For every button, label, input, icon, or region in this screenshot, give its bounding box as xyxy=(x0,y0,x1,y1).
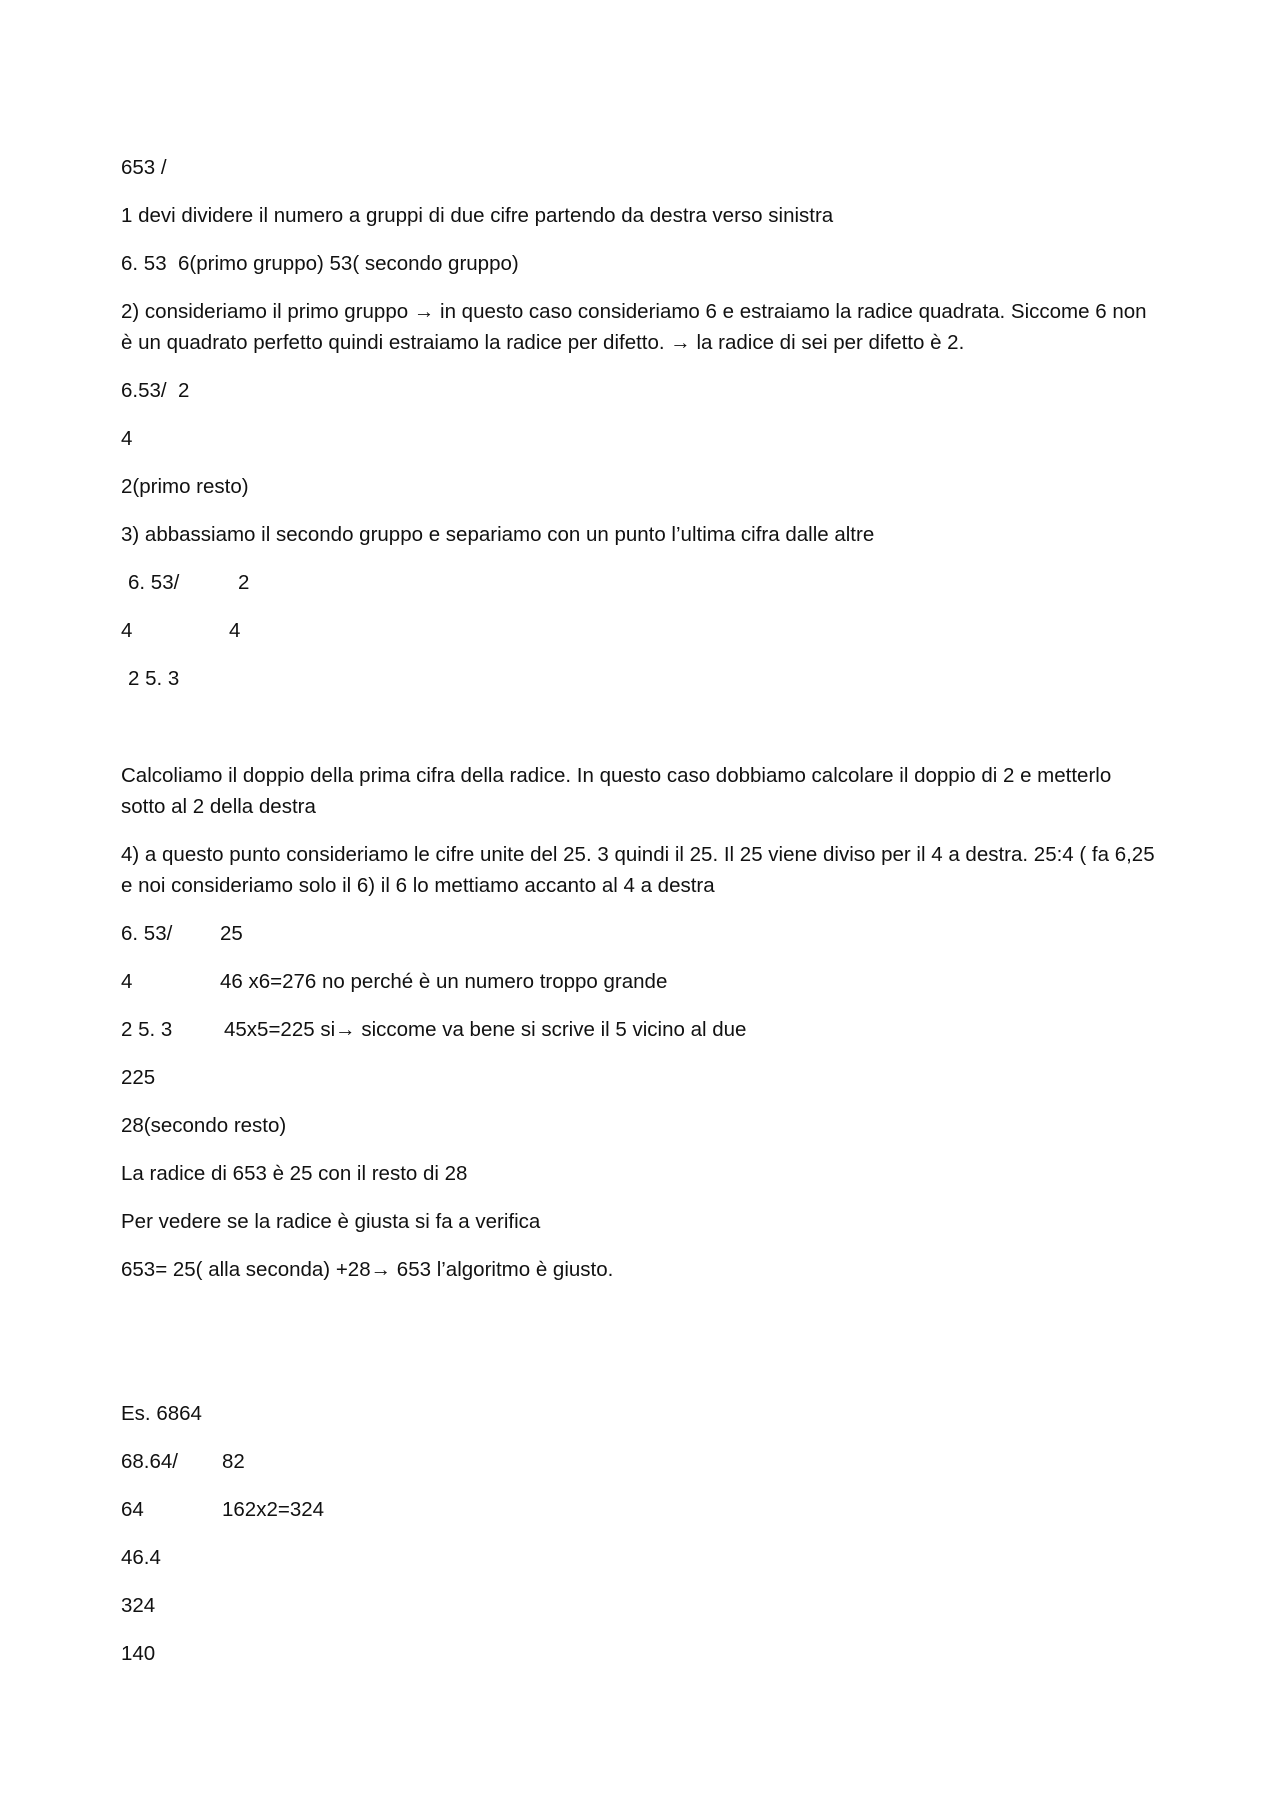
calc-right: 46 x6=276 no perché è un numero troppo grande xyxy=(220,970,668,993)
text-line: 4 xyxy=(121,427,133,450)
spacer xyxy=(121,711,1161,760)
text-line: Per vedere se la radice è giusta si fa a verifica xyxy=(121,1210,541,1233)
calc-right: 162x2=324 xyxy=(222,1498,325,1521)
calc-left: 68.64/ xyxy=(121,1450,178,1473)
text-line: La radice di 653 è 25 con il resto di 28 xyxy=(121,1162,468,1185)
text-line: 324 xyxy=(121,1594,156,1617)
text-line: 653 / xyxy=(121,156,167,179)
calc-row xyxy=(121,1446,1161,1477)
calc-right: 2 xyxy=(238,571,250,594)
calc-row xyxy=(121,918,1161,949)
calc-left: 6. 53/ xyxy=(121,922,173,945)
text-line: 2(primo resto) xyxy=(121,475,249,498)
text-paragraph: 2) consideriamo il primo gruppo → in questo caso consideriamo 6 e estraiamo la radice quadrata. Siccome 6 non è un quadrato perfetto quindi estraiamo la radice per difetto. → la radice di sei per difetto è 2. xyxy=(121,300,1147,354)
text-line: 6. 53 6(primo gruppo) 53( secondo gruppo) xyxy=(121,252,519,275)
text-paragraph: 4) a questo punto consideriamo le cifre unite del 25. 3 quindi il 25. Il 25 viene diviso per il 4 a destra. 25:4 ( fa 6,25 e noi consideriamo solo il 6) il 6 lo mettiamo accanto al 4 a destra xyxy=(121,843,1155,897)
calc-left: 64 xyxy=(121,1498,144,1521)
calc-right: 25 xyxy=(220,922,243,945)
calc-left: 4 xyxy=(121,970,133,993)
calc-row xyxy=(121,567,1161,598)
text-line: 1 devi dividere il numero a gruppi di due cifre partendo da destra verso sinistra xyxy=(121,204,834,227)
calc-left: 6. 53/ xyxy=(128,571,180,594)
document-body xyxy=(121,152,1161,1686)
calc-row xyxy=(121,1494,1161,1525)
text-line: 28(secondo resto) xyxy=(121,1114,287,1137)
text-line: 6.53/ 2 xyxy=(121,379,190,402)
calc-row xyxy=(121,615,1161,646)
text-line: Es. 6864 xyxy=(121,1402,202,1425)
calc-row xyxy=(121,966,1161,997)
text-line: 2 5. 3 xyxy=(128,667,180,690)
text-line: 3) abbassiamo il secondo gruppo e separiamo con un punto l’ultima cifra dalle altre xyxy=(121,523,875,546)
calc-right: 45x5=225 si→ siccome va bene si scrive il 5 vicino al due xyxy=(224,1018,747,1041)
calc-left: 2 5. 3 xyxy=(121,1018,173,1041)
text-paragraph: Calcoliamo il doppio della prima cifra della radice. In questo caso dobbiamo calcolare il doppio di 2 e metterlo sotto al 2 della destra xyxy=(121,764,1112,818)
spacer xyxy=(121,1302,1161,1398)
calc-left: 4 xyxy=(121,619,133,642)
text-line: 653= 25( alla seconda) +28→ 653 l’algoritmo è giusto. xyxy=(121,1258,614,1281)
calc-row xyxy=(121,1014,1161,1045)
text-line: 225 xyxy=(121,1066,156,1089)
calc-right: 82 xyxy=(222,1450,245,1473)
calc-right: 4 xyxy=(229,619,241,642)
text-line: 46.4 xyxy=(121,1546,161,1569)
text-line: 140 xyxy=(121,1642,156,1665)
